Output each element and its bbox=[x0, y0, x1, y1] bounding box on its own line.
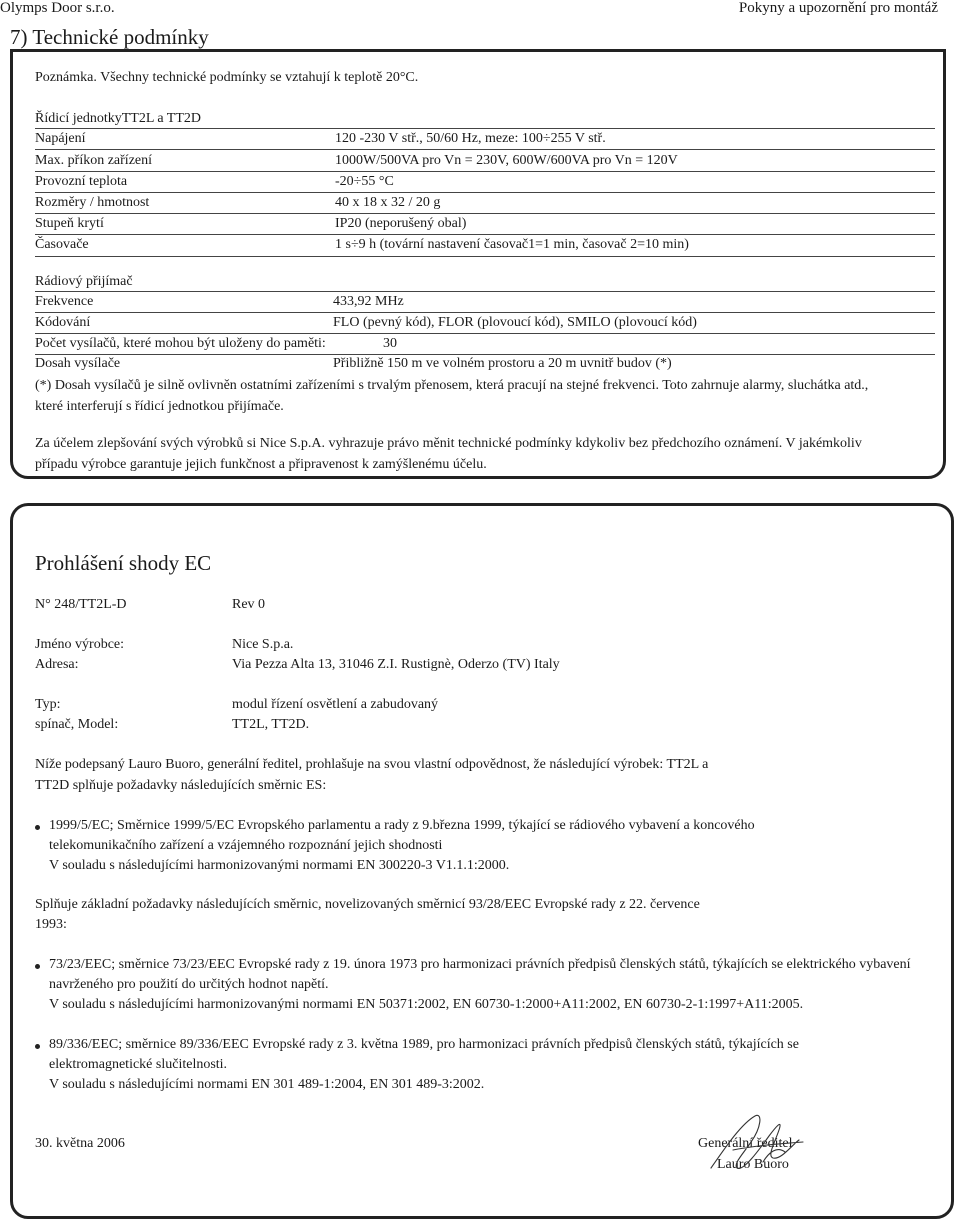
spec-label: Rozměry / hmotnost bbox=[35, 195, 150, 210]
directive-item: 73/23/EEC; směrnice 73/23/EEC Evropské rady z 19. února 1973 pro harmonizaci právních předpisů členských států, týkajících se elektrického vybavení bbox=[49, 957, 911, 972]
divider bbox=[35, 149, 935, 150]
signature-icon bbox=[703, 1106, 813, 1186]
directive-text: V souladu s následujícími harmonizovanými normami EN 50371:2002, EN 60730-1:2000+A11:2002, EN 60730-2-1:1997+A11:2005. bbox=[49, 997, 804, 1012]
spec-value: 120 -230 V stř., 50/60 Hz, meze: 100÷255 V stř. bbox=[335, 131, 606, 146]
spec-label: Napájení bbox=[35, 131, 86, 146]
divider bbox=[35, 354, 935, 355]
type-label: Typ: bbox=[35, 697, 61, 712]
spec-value: 1000W/500VA pro Vn = 230V, 600W/600VA pro Vn = 120V bbox=[335, 153, 678, 168]
control-unit-heading: Řídicí jednotkyTT2L a TT2D bbox=[35, 111, 202, 126]
signer-title: Generální ředitel bbox=[698, 1136, 793, 1151]
radio-value: 433,92 MHz bbox=[333, 294, 404, 309]
divider bbox=[35, 312, 935, 313]
radio-label: Frekvence bbox=[35, 294, 94, 309]
company-name: Olymps Door s.r.o. bbox=[0, 0, 115, 16]
footnote: (*) Dosah vysílačů je silně ovlivněn ostatními zařízeními s trvalým přenosem, která pracují na stejné frekvenci. Toto zahrnuje alarmy, sluchátka atd., bbox=[35, 378, 869, 393]
directive-text: navrženého pro použití do určitých hodnot napětí. bbox=[49, 977, 329, 992]
document-title: Pokyny a upozornění pro montáž bbox=[738, 0, 938, 16]
divider bbox=[35, 128, 935, 129]
declaration-date: 30. května 2006 bbox=[35, 1136, 125, 1151]
spec-label: Max. příkon zařízení bbox=[35, 153, 153, 168]
address-label: Adresa: bbox=[35, 657, 79, 672]
directive-item: 1999/5/EC; Směrnice 1999/5/EC Evropského parlamentu a rady z 9.března 1999, týkající se rádiového vybavení a koncového bbox=[49, 818, 755, 833]
footnote: které interferují s řídicí jednotkou přijímače. bbox=[35, 399, 284, 414]
basic-requirements: 1993: bbox=[35, 917, 67, 932]
ec-declaration-box bbox=[10, 503, 954, 1219]
spec-value: -20÷55 °C bbox=[335, 174, 394, 189]
radio-value: FLO (pevný kód), FLOR (plovoucí kód), SMILO (plovoucí kód) bbox=[333, 315, 697, 330]
divider bbox=[35, 234, 935, 235]
declaration-number: N° 248/TT2L-D bbox=[35, 597, 127, 612]
disclaimer: Za účelem zlepšování svých výrobků si Nice S.p.A. vyhrazuje právo měnit technické podmínky kdykoliv bez předchozího oznámení. V jakémkoliv bbox=[35, 436, 862, 451]
radio-value: 30 bbox=[383, 336, 397, 351]
section-title: 7) Technické podmínky bbox=[10, 25, 209, 49]
radio-label: Dosah vysílače bbox=[35, 356, 121, 371]
divider bbox=[35, 213, 935, 214]
divider bbox=[35, 291, 935, 292]
basic-requirements: Splňuje základní požadavky následujících směrnic, novelizovaných směrnicí 93/28/EEC Evropské rady z 22. července bbox=[35, 897, 700, 912]
radio-receiver-heading: Rádiový přijímač bbox=[35, 274, 133, 289]
technical-conditions-box bbox=[10, 49, 946, 479]
divider bbox=[35, 256, 935, 257]
directive-text: V souladu s následujícími harmonizovanými normami EN 300220-3 V1.1.1:2000. bbox=[49, 858, 510, 873]
signer-name: Lauro Buoro bbox=[717, 1157, 789, 1172]
spec-label: Časovače bbox=[35, 237, 89, 252]
model-value: TT2L, TT2D. bbox=[232, 717, 310, 732]
revision: Rev 0 bbox=[232, 597, 266, 612]
directive-item: 89/336/EEC; směrnice 89/336/EEC Evropské rady z 3. května 1989, pro harmonizaci právních předpisů členských států, týkajících se bbox=[49, 1037, 799, 1052]
radio-label: Počet vysílačů, které mohou být uloženy do paměti: bbox=[35, 336, 326, 351]
type-value: modul řízení osvětlení a zabudovaný bbox=[232, 697, 439, 712]
divider bbox=[35, 192, 935, 193]
temperature-note: Poznámka. Všechny technické podmínky se vztahují k teplotě 20°C. bbox=[35, 70, 419, 85]
model-label: spínač, Model: bbox=[35, 717, 119, 732]
spec-value: IP20 (neporušený obal) bbox=[335, 216, 467, 231]
radio-value: Přibližně 150 m ve volném prostoru a 20 m uvnitř budov (*) bbox=[333, 356, 672, 371]
radio-label: Kódování bbox=[35, 315, 91, 330]
declaration-title: Prohlášení shody EC bbox=[35, 551, 212, 575]
spec-label: Stupeň krytí bbox=[35, 216, 104, 231]
declaration-intro: TT2D splňuje požadavky následujících směrnic ES: bbox=[35, 778, 327, 793]
spec-value: 1 s÷9 h (tovární nastavení časovač1=1 min, časovač 2=10 min) bbox=[335, 237, 689, 252]
divider bbox=[35, 171, 935, 172]
disclaimer: případu výrobce garantuje jejich funkčnost a připravenost k zamýšlenému účelu. bbox=[35, 457, 487, 472]
maker-label: Jméno výrobce: bbox=[35, 637, 125, 652]
spec-value: 40 x 18 x 32 / 20 g bbox=[335, 195, 441, 210]
directive-text: V souladu s následujícími normami EN 301 489-1:2004, EN 301 489-3:2002. bbox=[49, 1077, 485, 1092]
directive-text: telekomunikačního zařízení a vzájemného rozpoznání jejich shodnosti bbox=[49, 838, 443, 853]
spec-label: Provozní teplota bbox=[35, 174, 128, 189]
divider bbox=[35, 333, 935, 334]
address-value: Via Pezza Alta 13, 31046 Z.I. Rustignè, Oderzo (TV) Italy bbox=[232, 657, 560, 672]
declaration-intro: Níže podepsaný Lauro Buoro, generální ředitel, prohlašuje na svou vlastní odpovědnost, že následující výrobek: TT2L a bbox=[35, 757, 709, 772]
directive-text: elektromagnetické slučitelnosti. bbox=[49, 1057, 228, 1072]
maker-value: Nice S.p.a. bbox=[232, 637, 294, 652]
